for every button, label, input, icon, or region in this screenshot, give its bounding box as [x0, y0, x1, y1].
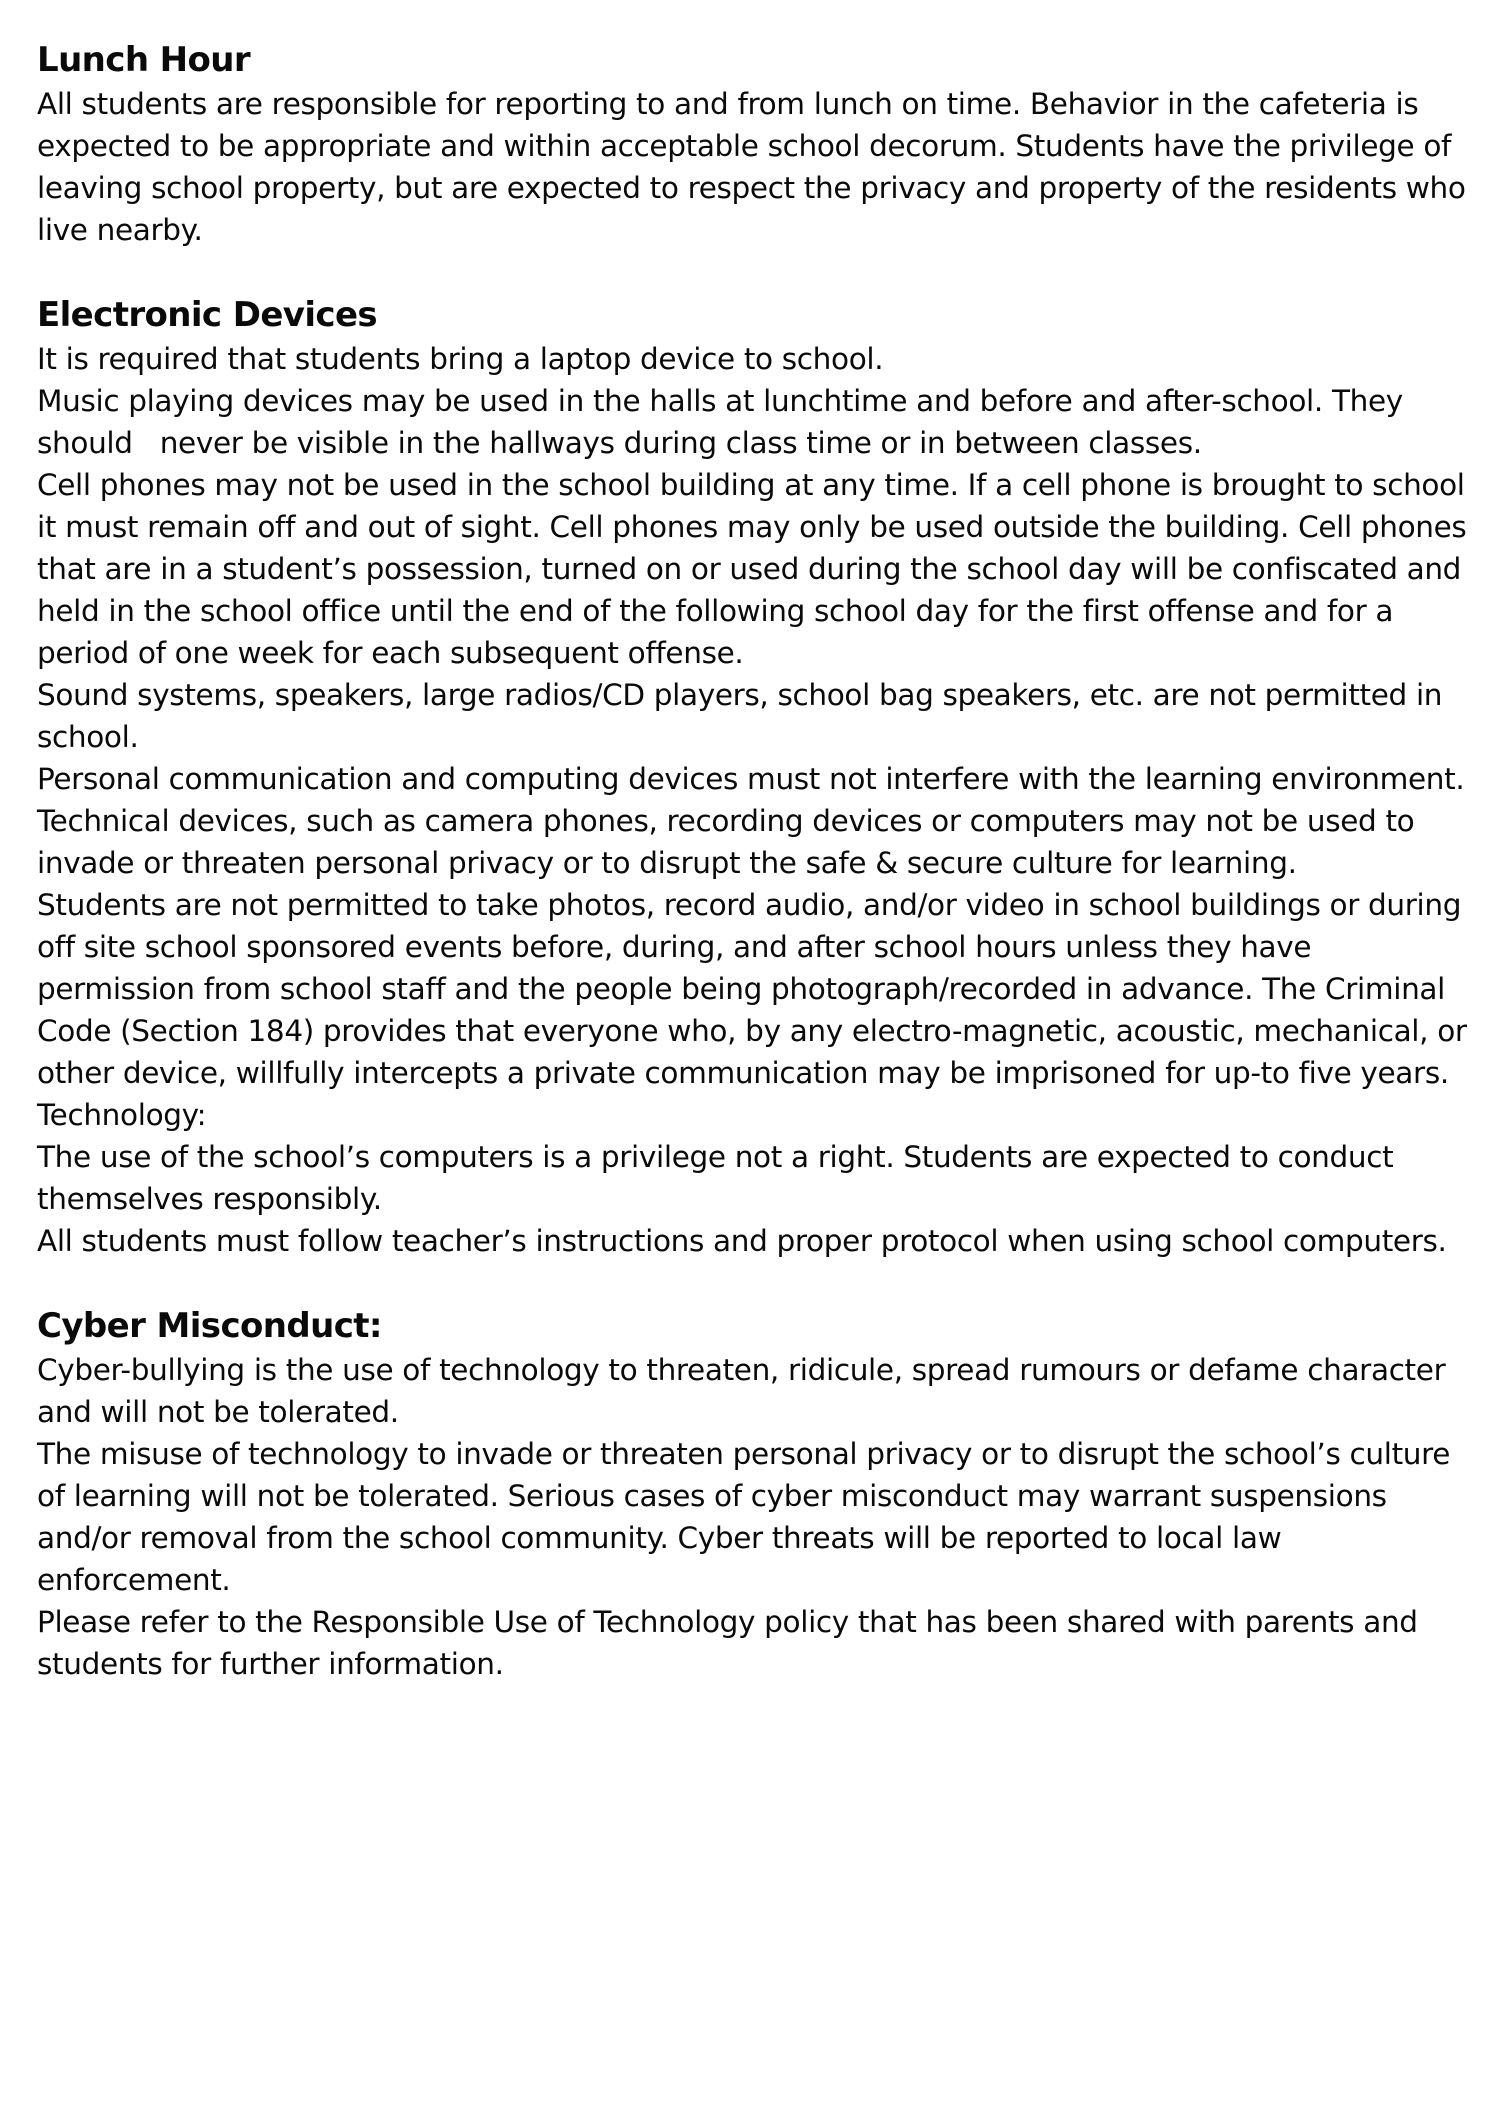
paragraph: The use of the school’s computers is a privilege not a right. Students are expected to conduct themselves responsibly.	[37, 1140, 1403, 1216]
paragraph: It is required that students bring a laptop device to school.	[37, 342, 884, 376]
paragraph: The misuse of technology to invade or threaten personal privacy or to disrupt the school’s culture of learning will not be tolerated. Serious cases of cyber misconduct may warrant suspensions and/or removal from the school community. Cyber threats will be reported to local law enforcement.	[37, 1437, 1460, 1597]
paragraph: Cyber-bullying is the use of technology to threaten, ridicule, spread rumours or defame character and will not be tolerated.	[37, 1353, 1455, 1429]
paragraph: Please refer to the Responsible Use of Technology policy that has been shared with parents and students for further information.	[37, 1605, 1427, 1681]
paragraph: Music playing devices may be used in the halls at lunchtime and before and after-school. They should never be visible in the hallways during class time or in between classes.	[37, 384, 1412, 460]
paragraph: All students must follow teacher’s instructions and proper protocol when using school computers.	[37, 1224, 1447, 1258]
paragraph: Students are not permitted to take photos, record audio, and/or video in school buildings or during off site school sponsored events before, during, and after school hours unless they have permission from school staff and the people being photograph/recorded in advance. The Criminal Code (Section 184) provides that everyone who, by any electro-magnetic, acoustic, mechanical, or other device, willfully intercepts a private communication may be imprisoned for up-to five years.	[37, 888, 1476, 1090]
section-heading: Lunch Hour	[37, 40, 251, 80]
section-heading: Cyber Misconduct:	[37, 1306, 382, 1346]
paragraph: Sound systems, speakers, large radios/CD players, school bag speakers, etc. are not permitted in school.	[37, 678, 1452, 754]
paragraph: Cell phones may not be used in the school building at any time. If a cell phone is brought to school it must remain off and out of sight. Cell phones may only be used outside the building. Cell phones that are in a student’s possession, turned on or used during the school day will be confiscated and held in the school office until the end of the following school day for the first offense and for a period of one week for each subsequent offense.	[37, 468, 1476, 670]
section-electronic-devices	[37, 293, 1477, 1262]
document-page	[37, 38, 1477, 1685]
paragraph: Personal communication and computing devices must not interfere with the learning environment.	[37, 762, 1465, 796]
paragraph: All students are responsible for reporting to and from lunch on time. Behavior in the cafeteria is expected to be appropriate and within acceptable school decorum. Students have the privilege of leaving school property, but are expected to respect the privacy and property of the residents who live nearby.	[37, 87, 1475, 247]
paragraph: Technology:	[37, 1098, 207, 1132]
paragraph: Technical devices, such as camera phones, recording devices or computers may not be used to invade or threaten personal privacy or to disrupt the safe & secure culture for learning.	[37, 804, 1424, 880]
section-lunch-hour	[37, 38, 1477, 251]
section-cyber-misconduct	[37, 1304, 1477, 1685]
section-heading: Electronic Devices	[37, 295, 378, 335]
